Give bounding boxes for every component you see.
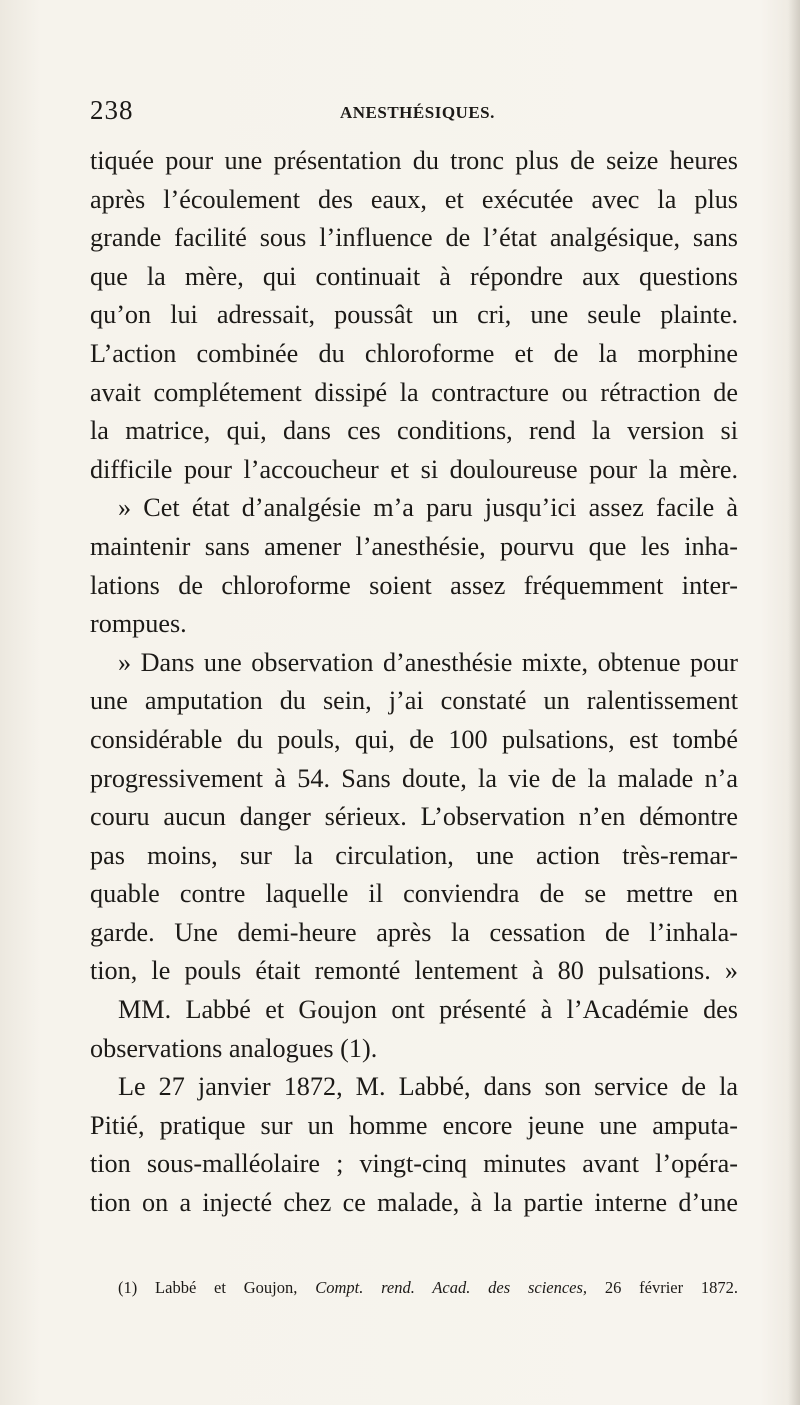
footnote-date: 26 février 1872. (604, 1278, 739, 1297)
text-line: couru aucun danger sérieux. L’observation n’en démontre (90, 802, 738, 832)
text-line: qu’on lui adressait, poussât un cri, une seule plainte. (90, 300, 738, 330)
text-line: lations de chloroforme soient assez fréquemment inter- (90, 570, 738, 600)
text-line: la matrice, qui, dans ces conditions, rend la version si (90, 416, 738, 446)
running-title: ANESTHÉSIQUES. (340, 103, 495, 122)
text-line: une amputation du sein, j’ai constaté un ralentissement (90, 686, 738, 716)
text-line: tion sous-malléolaire ; vingt-cinq minutes avant l’opéra- (90, 1149, 738, 1179)
footnote (118, 1278, 738, 1298)
footnote-authors: Labbé et Goujon, (155, 1278, 298, 1297)
text-line: tion, le pouls était remonté lentement à 80 pulsations. » (90, 956, 738, 986)
paragraph-start-line: » Cet état d’analgésie m’a paru jusqu’ici assez facile à (118, 493, 738, 523)
text-line: maintenir sans amener l’anesthésie, pourvu que les inha- (90, 531, 738, 561)
text-line: quable contre laquelle il conviendra de se mettre en (90, 879, 738, 909)
text-line: avait complétement dissipé la contracture ou rétraction de (90, 377, 738, 407)
page-header (90, 95, 740, 135)
text-line: progressivement à 54. Sans doute, la vie de la malade n’a (90, 763, 738, 793)
page-number: 238 (90, 95, 134, 125)
paragraph-end-line: rompues. (90, 609, 187, 639)
text-line: garde. Une demi-heure après la cessation de l’inhala- (90, 917, 738, 947)
page-edge-shadow (788, 0, 800, 1405)
text-line: L’action combinée du chloroforme et de la morphine (90, 338, 738, 368)
paragraph-start-line: » Dans une observation d’anesthésie mixte, obtenue pour (118, 647, 738, 677)
paragraph-start-line: MM. Labbé et Goujon ont présenté à l’Académie des (118, 995, 738, 1025)
text-line: après l’écoulement des eaux, et exécutée avec la plus (90, 184, 738, 214)
text-line: tion on a injecté chez ce malade, à la partie interne d’une (90, 1188, 738, 1218)
footnote-marker: (1) (118, 1278, 138, 1297)
text-line: tiquée pour une présentation du tronc plus de seize heures (90, 146, 738, 175)
paragraph-end-line: observations analogues (1). (90, 1033, 378, 1063)
text-line: considérable du pouls, qui, de 100 pulsations, est tombé (90, 724, 738, 754)
text-line: que la mère, qui continuait à répondre aux questions (90, 261, 738, 291)
text-line: Pitié, pratique sur un homme encore jeune une amputa- (90, 1110, 738, 1140)
text-line: grande facilité sous l’influence de l’état analgésique, sans (90, 223, 738, 253)
body-text (90, 142, 738, 1223)
text-line: pas moins, sur la circulation, une action très-remar- (90, 840, 738, 870)
text-line: difficile pour l’accoucheur et si douloureuse pour la mère. (90, 454, 738, 484)
paragraph-start-line: Le 27 janvier 1872, M. Labbé, dans son service de la (118, 1072, 738, 1102)
footnote-journal: Compt. rend. Acad. des sciences, (315, 1278, 588, 1297)
